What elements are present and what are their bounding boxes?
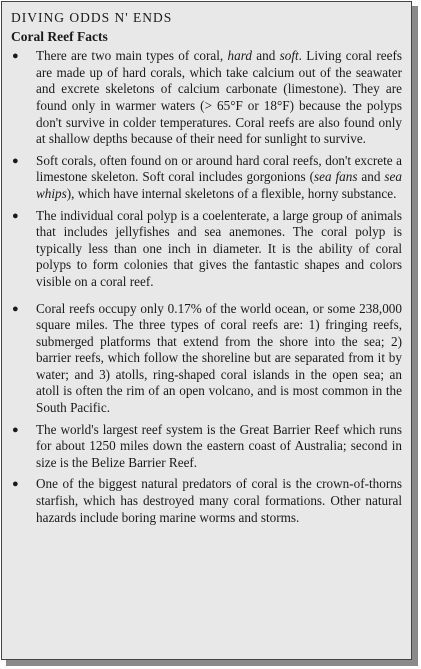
fact-emphasis: soft [279,48,299,64]
fact-text: There are two main types of coral, [36,48,228,64]
fact-emphasis: hard [227,48,252,64]
fact-list [11,48,402,526]
fact-item [11,153,402,203]
fact-item [11,48,402,148]
bullet-icon: ● [12,154,19,167]
fact-text: One of the biggest natural predators of coral is the crown-of-thorns starfish, which has destroyed many coral formations. Other natural hazards include boring marine worms and storms. [36,476,402,525]
fact-emphasis: sea fans [313,169,358,185]
fact-text: Coral reefs occupy only 0.17% of the world ocean, or some 238,000 square miles. The three types of coral reefs are: 1) fringing reefs, submerged platforms that extend from the shore into the sea; 2) barrier reefs, which follow the shoreline but are separated from it by water; and 3) atolls, ring-shaped coral islands in the open sea; an atoll is often the rim of an open volcano, and is most common in the South Pacific. [36,300,402,416]
bullet-icon: ● [12,50,19,63]
fact-item [11,208,402,291]
bullet-icon: ● [12,423,19,436]
fact-item [11,301,402,417]
fact-item [11,422,402,472]
bullet-icon: ● [12,478,19,491]
fact-text: and [251,48,280,64]
box-title: DIVING ODDS N' ENDS [11,10,173,25]
fact-item [11,476,402,526]
fact-emphasis: sea whips [36,169,403,201]
fact-text: The individual coral polyp is a coelenterate, a large group of animals that includes jellyfishes and sea anemones. The coral polyp is typically less than one inch in diameter. It is the ability of coral polyps to form colonies that gives the fantastic shapes and colors visible on a coral reef. [36,207,402,289]
fact-text: The world's largest reef system is the Great Barrier Reef which runs for about 1250 miles down the eastern coast of Australia; second in size is the Belize Barrier Reef. [36,421,402,470]
fact-text: and [357,169,385,185]
bullet-icon: ● [12,302,19,315]
box-subtitle: Coral Reef Facts [11,28,108,44]
fact-text: Soft corals, often found on or around hard coral reefs, don't excrete a limestone skeleton. Soft coral includes gorgonions ( [36,152,402,185]
bullet-icon: ● [12,209,19,222]
fact-text: . Living coral reefs are made up of hard corals, which take calcium out of the seawater and excrete skeletons of calcium carbonate (limestone). They are found only in warmer waters (> 65°F or 18°F) because the polyps don't survive in colder temperatures. Coral reefs are also found only at shallow depths because of their need for sunlight to survive. [36,48,402,147]
fact-text: ), which have internal skeletons of a flexible, horny substance. [66,185,397,201]
info-box [1,1,412,660]
